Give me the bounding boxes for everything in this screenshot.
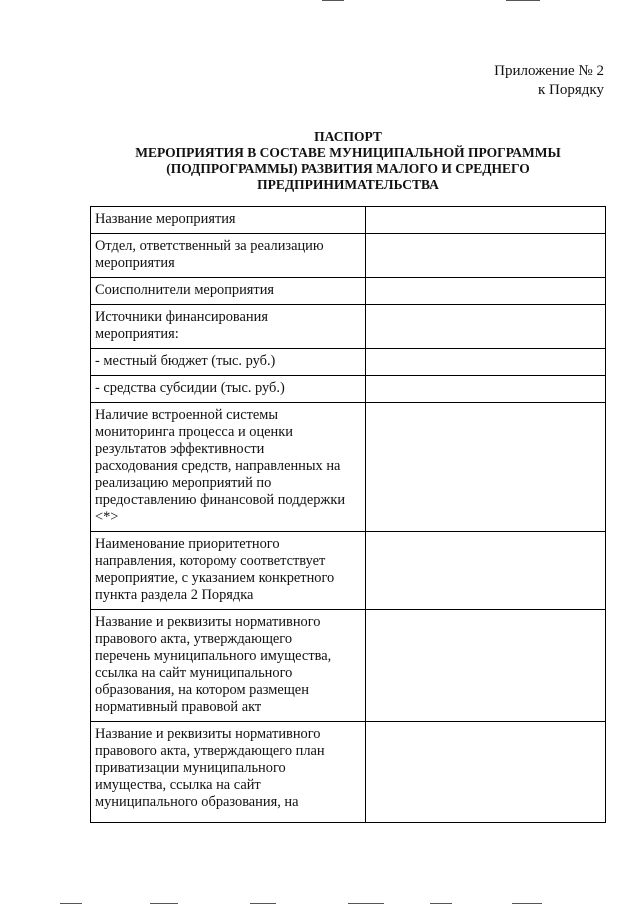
row-value-cell bbox=[366, 403, 606, 532]
row-label: Источники финансирования мероприятия: bbox=[95, 309, 268, 342]
scan-mark-bottom-5 bbox=[430, 903, 452, 904]
row-label: - средства субсидии (тыс. руб.) bbox=[95, 380, 285, 396]
row-label: Наличие встроенной системы мониторинга процесса и оценки результатов эффективности расходования средств, направленных на реализацию мероприятий по предоставлению финансовой поддержки <*> bbox=[95, 407, 346, 525]
row-value-cell bbox=[366, 376, 606, 403]
scan-mark-bottom-4 bbox=[348, 903, 384, 904]
appendix-order-reference: к Порядку bbox=[538, 82, 604, 98]
row-label: Соисполнители мероприятия bbox=[95, 282, 275, 298]
row-label-cell bbox=[91, 376, 366, 403]
row-label: - местный бюджет (тыс. руб.) bbox=[95, 353, 276, 369]
title-line-4: ПРЕДПРИНИМАТЕЛЬСТВА bbox=[257, 177, 439, 192]
row-value-cell bbox=[366, 610, 606, 722]
row-value-cell bbox=[366, 207, 606, 234]
scan-mark-bottom-3 bbox=[250, 903, 276, 904]
scan-mark-bottom-6 bbox=[512, 903, 542, 904]
appendix-reference bbox=[494, 62, 604, 100]
table-row bbox=[91, 532, 606, 610]
row-label-cell bbox=[91, 403, 366, 532]
table-row bbox=[91, 278, 606, 305]
row-value-cell bbox=[366, 349, 606, 376]
row-label: Отдел, ответственный за реализацию мероприятия bbox=[95, 238, 324, 271]
row-value-cell bbox=[366, 305, 606, 349]
table-row bbox=[91, 722, 606, 823]
table-row bbox=[91, 403, 606, 532]
document-title bbox=[90, 129, 606, 193]
row-label-cell bbox=[91, 305, 366, 349]
row-label-cell bbox=[91, 532, 366, 610]
table-row bbox=[91, 234, 606, 278]
row-label-cell bbox=[91, 278, 366, 305]
row-label: Название и реквизиты нормативного правового акта, утверждающего перечень муниципального имущества, ссылка на сайт муниципального образования, на котором размещен нормативный правовой акт bbox=[95, 614, 332, 715]
row-value-cell bbox=[366, 532, 606, 610]
scan-mark-bottom-2 bbox=[150, 903, 178, 904]
row-label-cell bbox=[91, 722, 366, 823]
row-label-cell bbox=[91, 207, 366, 234]
title-line-1: ПАСПОРТ bbox=[314, 129, 382, 144]
row-label: Название мероприятия bbox=[95, 211, 236, 227]
scan-mark-top-2 bbox=[506, 0, 540, 1]
table-row bbox=[91, 349, 606, 376]
row-value-cell bbox=[366, 278, 606, 305]
row-value-cell bbox=[366, 234, 606, 278]
table-row bbox=[91, 376, 606, 403]
row-label: Наименование приоритетного направления, которому соответствует мероприятие, с указанием конкретного пункта раздела 2 Порядка bbox=[95, 536, 335, 603]
table-row bbox=[91, 305, 606, 349]
row-value-cell bbox=[366, 722, 606, 823]
title-line-3: (ПОДПРОГРАММЫ) РАЗВИТИЯ МАЛОГО И СРЕДНЕГО bbox=[166, 161, 530, 176]
table-row bbox=[91, 207, 606, 234]
passport-table bbox=[90, 206, 606, 823]
row-label-cell bbox=[91, 234, 366, 278]
scan-mark-top-1 bbox=[322, 0, 344, 1]
row-label-cell bbox=[91, 610, 366, 722]
title-line-2: МЕРОПРИЯТИЯ В СОСТАВЕ МУНИЦИПАЛЬНОЙ ПРОГРАММЫ bbox=[135, 145, 561, 160]
appendix-number: Приложение № 2 bbox=[494, 63, 604, 79]
scan-mark-bottom-1 bbox=[60, 903, 82, 904]
table-row bbox=[91, 610, 606, 722]
row-label: Название и реквизиты нормативного правового акта, утверждающего план приватизации муниципального имущества, ссылка на сайт муниципального образования, на bbox=[95, 726, 325, 810]
row-label-cell bbox=[91, 349, 366, 376]
